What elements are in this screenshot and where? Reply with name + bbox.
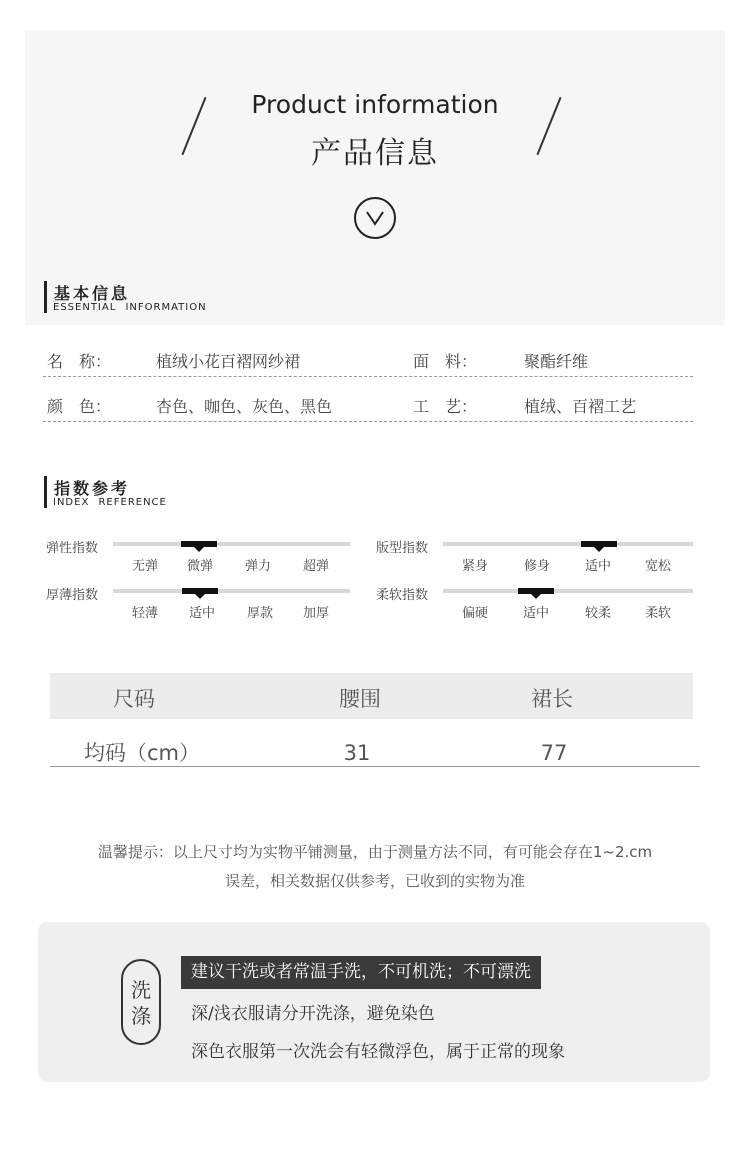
info-label: 面 料： — [413, 352, 478, 371]
section-bar — [44, 281, 47, 313]
index-track-fit — [443, 542, 693, 546]
index-option: 超弹 — [302, 559, 330, 574]
index-track-softness — [443, 589, 693, 593]
info-label: 名 称： — [47, 352, 112, 371]
measurement-tip-line2: 误差，相关数据仅供参考，已收到的实物为准 — [224, 872, 525, 890]
size-table-row — [50, 719, 700, 767]
wash-instruction: 深色衣服第一次洗会有轻微浮色，属于正常的现象 — [191, 1042, 565, 1062]
index-label-thickness: 厚薄指数 — [46, 588, 99, 603]
index-option: 轻薄 — [131, 606, 159, 621]
info-row — [43, 392, 693, 422]
title-english: Product information — [251, 90, 499, 119]
section-title-cn: 基本信息 — [54, 284, 131, 303]
chevron-down-circle-icon — [354, 197, 396, 239]
index-option: 柔软 — [644, 606, 672, 621]
measurement-tip-line1: 温馨提示：以上尺寸均为实物平铺测量，由于测量方法不同，有可能会存在1~2.cm — [97, 843, 653, 861]
index-option: 紧身 — [461, 559, 489, 574]
section-title-en: ESSENTIAL INFORMATION — [53, 302, 207, 313]
wash-care-panel — [38, 922, 710, 1082]
section-title-cn: 指数参考 — [54, 479, 131, 498]
wash-badge — [121, 959, 161, 1045]
index-option: 厚款 — [246, 606, 274, 621]
index-option: 适中 — [522, 606, 550, 621]
index-option: 适中 — [188, 606, 216, 621]
section-bar — [44, 476, 47, 508]
index-track-thickness — [113, 589, 350, 593]
info-value: 杏色、咖色、灰色、黑色 — [156, 397, 333, 416]
index-selected-marker — [581, 541, 617, 547]
info-label: 工 艺： — [413, 397, 478, 416]
title-chinese: 产品信息 — [311, 136, 439, 171]
index-selected-marker — [182, 588, 218, 594]
size-header-cell: 尺码 — [113, 687, 155, 711]
index-option: 较柔 — [584, 606, 612, 621]
info-value: 植绒、百褶工艺 — [524, 397, 637, 416]
info-label: 颜 色： — [47, 397, 112, 416]
wash-badge-char: 洗 — [131, 978, 151, 1002]
index-option: 无弹 — [131, 559, 159, 574]
size-table-header — [50, 673, 693, 719]
index-label-elasticity: 弹性指数 — [46, 541, 99, 556]
size-header-cell: 裙长 — [531, 687, 573, 711]
index-option: 微弹 — [186, 559, 214, 574]
section-title-en: INDEX REFERENCE — [53, 497, 167, 508]
index-label-softness: 柔软指数 — [376, 588, 429, 603]
index-option: 弹力 — [244, 559, 272, 574]
info-value: 聚酯纤维 — [524, 352, 589, 371]
index-option: 适中 — [584, 559, 612, 574]
info-value: 植绒小花百褶网纱裙 — [156, 352, 301, 371]
wash-instruction: 深/浅衣服请分开洗涤，避免染色 — [191, 1004, 435, 1024]
wash-highlight: 建议干洗或者常温手洗，不可机洗；不可漂洗 — [181, 956, 541, 989]
size-cell: 31 — [343, 741, 371, 765]
size-header-cell: 腰围 — [339, 687, 381, 711]
index-selected-marker — [181, 541, 217, 547]
index-option: 偏硬 — [461, 606, 489, 621]
index-option: 加厚 — [302, 606, 330, 621]
index-label-fit: 版型指数 — [376, 541, 429, 556]
index-track-elasticity — [113, 542, 350, 546]
index-selected-marker — [518, 588, 554, 594]
index-option: 修身 — [523, 559, 551, 574]
wash-badge-char: 涤 — [131, 1004, 151, 1028]
size-cell: 77 — [540, 741, 568, 765]
index-option: 宽松 — [644, 559, 672, 574]
info-row — [43, 347, 693, 377]
size-cell: 均码（cm） — [83, 741, 201, 765]
